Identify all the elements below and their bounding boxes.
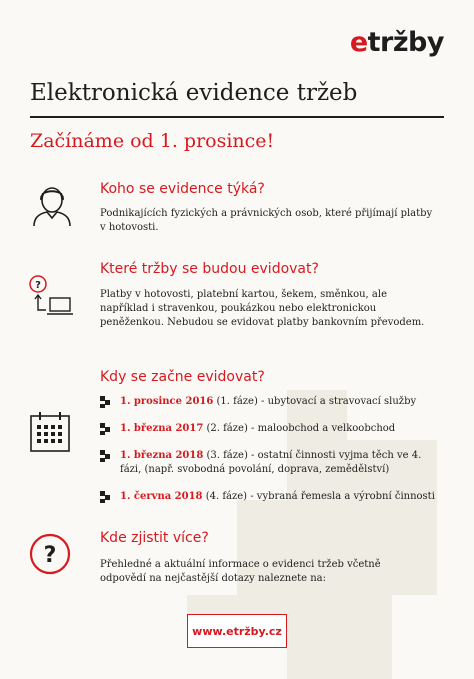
phase-description: (2. fáze) - maloobchod a velkoobchod <box>203 423 396 434</box>
person-icon <box>28 180 76 228</box>
phase-date: 1. června 2018 <box>120 491 203 502</box>
calendar-icon <box>28 410 72 454</box>
phase-description: (3. fáze) - ostatní činnosti vyjma těch ve 4. fázi, (např. svobodná povolání, doprava, zemědělství) <box>120 450 422 475</box>
question-circle-icon <box>28 532 72 576</box>
phase-date: 1. prosince 2016 <box>120 396 214 407</box>
phase-description: (4. fáze) - vybraná řemesla a výrobní činnosti <box>202 491 435 502</box>
phase-date: 1. března 2018 <box>120 450 204 461</box>
phase-description: (1. fáze) - ubytovací a stravovací služby <box>213 396 417 407</box>
logo-text: tržby <box>367 27 444 58</box>
etrzby-logo <box>350 28 444 58</box>
phase-item <box>100 422 440 436</box>
bullet-icon <box>100 450 112 462</box>
section-who-title: Koho se evidence týká? <box>100 181 265 197</box>
section-which-text: Platby v hotovosti, platební kartou, šekem, směnkou, ale například i stravenkou, poukázkou nebo elektronickou peněženkou. Nebudou se evidovat platby bankovním převodem. <box>100 289 425 328</box>
title-divider <box>30 116 444 118</box>
section-when-title: Kdy se začne evidovat? <box>100 369 265 385</box>
section-which-title: Které tržby se budou evidovat? <box>100 261 319 277</box>
bullet-icon <box>100 423 112 435</box>
phase-date: 1. března 2017 <box>120 423 204 434</box>
logo-e: e <box>349 27 368 58</box>
section-more-text: Přehledné a aktuální informace o evidenci tržeb včetně odpovědí na nejčastější dotazy naleznete na: <box>100 559 381 584</box>
svg-text:?: ? <box>43 543 57 568</box>
bullet-icon <box>100 396 112 408</box>
phase-item <box>100 449 440 477</box>
phase-item <box>100 490 440 504</box>
section-more-title: Kde zjistit více? <box>100 530 209 546</box>
section-who-text: Podnikajících fyzických a právnických osob, které přijímají platby v hotovosti. <box>100 208 433 233</box>
background-block <box>187 595 287 614</box>
website-link[interactable]: www.etržby.cz <box>187 614 287 648</box>
background-block <box>287 595 392 679</box>
page-title: Elektronická evidence tržeb <box>30 80 358 106</box>
svg-text:?: ? <box>35 280 41 291</box>
page-subtitle: Začínáme od 1. prosince! <box>30 130 275 152</box>
question-laptop-icon <box>26 274 78 322</box>
bullet-icon <box>100 491 112 503</box>
phase-item <box>100 395 440 409</box>
